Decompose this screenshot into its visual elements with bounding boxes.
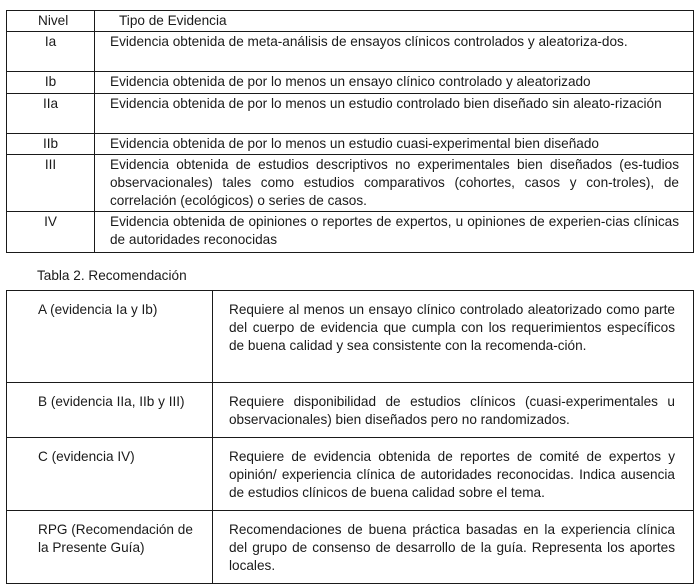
evidence-type-column-header: Tipo de Evidencia xyxy=(95,11,694,32)
table-row xyxy=(7,383,694,438)
evidence-description: Evidencia obtenida de opiniones o reportes de expertos, u opiniones de experien-cias clínicas de autoridades reconocidas xyxy=(95,212,694,253)
evidence-level: Ia xyxy=(7,32,95,72)
table-row xyxy=(7,32,694,72)
evidence-level: IV xyxy=(7,212,95,253)
evidence-description: Evidencia obtenida de por lo menos un ensayo clínico controlado y aleatorizado xyxy=(95,72,694,94)
recommendation-requirement: Requiere disponibilidad de estudios clínicos (cuasi-experimentales u observacionales) bien diseñados pero no randomizados. xyxy=(213,383,694,438)
recommendation-grade: C (evidencia IV) xyxy=(7,438,213,511)
table-caption: Tabla 2. Recomendación xyxy=(37,268,187,283)
evidence-level: IIa xyxy=(7,94,95,134)
table-row xyxy=(7,72,694,94)
level-column-header: Nivel xyxy=(7,11,95,32)
evidence-description: Evidencia obtenida de estudios descriptivos no experimentales bien diseñados (es-tudios observacionales) tales como estudios comparativos (cohortes, casos y con-troles), de correlación (ecológicos) o series de casos. xyxy=(95,155,694,212)
table-row xyxy=(7,438,694,511)
recommendation-grades-table xyxy=(6,290,694,584)
table-row xyxy=(7,511,694,584)
evidence-level: IIb xyxy=(7,134,95,155)
recommendation-requirement: Requiere al menos un ensayo clínico controlado aleatorizado como parte del cuerpo de evidencia que cumpla con los requerimientos específicos de buena calidad y sea consistente con la recomenda-ción. xyxy=(213,291,694,383)
table-row xyxy=(7,155,694,212)
evidence-levels-table xyxy=(6,10,694,253)
evidence-level: Ib xyxy=(7,72,95,94)
recommendation-requirement: Recomendaciones de buena práctica basadas en la experiencia clínica del grupo de consenso de desarrollo de la guía. Representa los aportes locales. xyxy=(213,511,694,584)
table-row xyxy=(7,94,694,134)
evidence-description: Evidencia obtenida de por lo menos un estudio controlado bien diseñado sin aleato-rización xyxy=(95,94,694,134)
evidence-description: Evidencia obtenida de por lo menos un estudio cuasi-experimental bien diseñado xyxy=(95,134,694,155)
table-row xyxy=(7,212,694,253)
table-row xyxy=(7,291,694,383)
evidence-level: III xyxy=(7,155,95,212)
recommendation-grade: A (evidencia Ia y Ib) xyxy=(7,291,213,383)
evidence-description: Evidencia obtenida de meta-análisis de ensayos clínicos controlados y aleatoriza-dos. xyxy=(95,32,694,72)
table-header-row xyxy=(7,11,694,32)
table-row xyxy=(7,134,694,155)
recommendation-grade: B (evidencia IIa, IIb y III) xyxy=(7,383,213,438)
recommendation-requirement: Requiere de evidencia obtenida de reportes de comité de expertos y opinión/ experiencia clínica de autoridades reconocidas. Indica ausencia de estudios clínicos de buena calidad sobre el tema. xyxy=(213,438,694,511)
recommendation-grade: RPG (Recomendación de la Presente Guía) xyxy=(7,511,213,584)
